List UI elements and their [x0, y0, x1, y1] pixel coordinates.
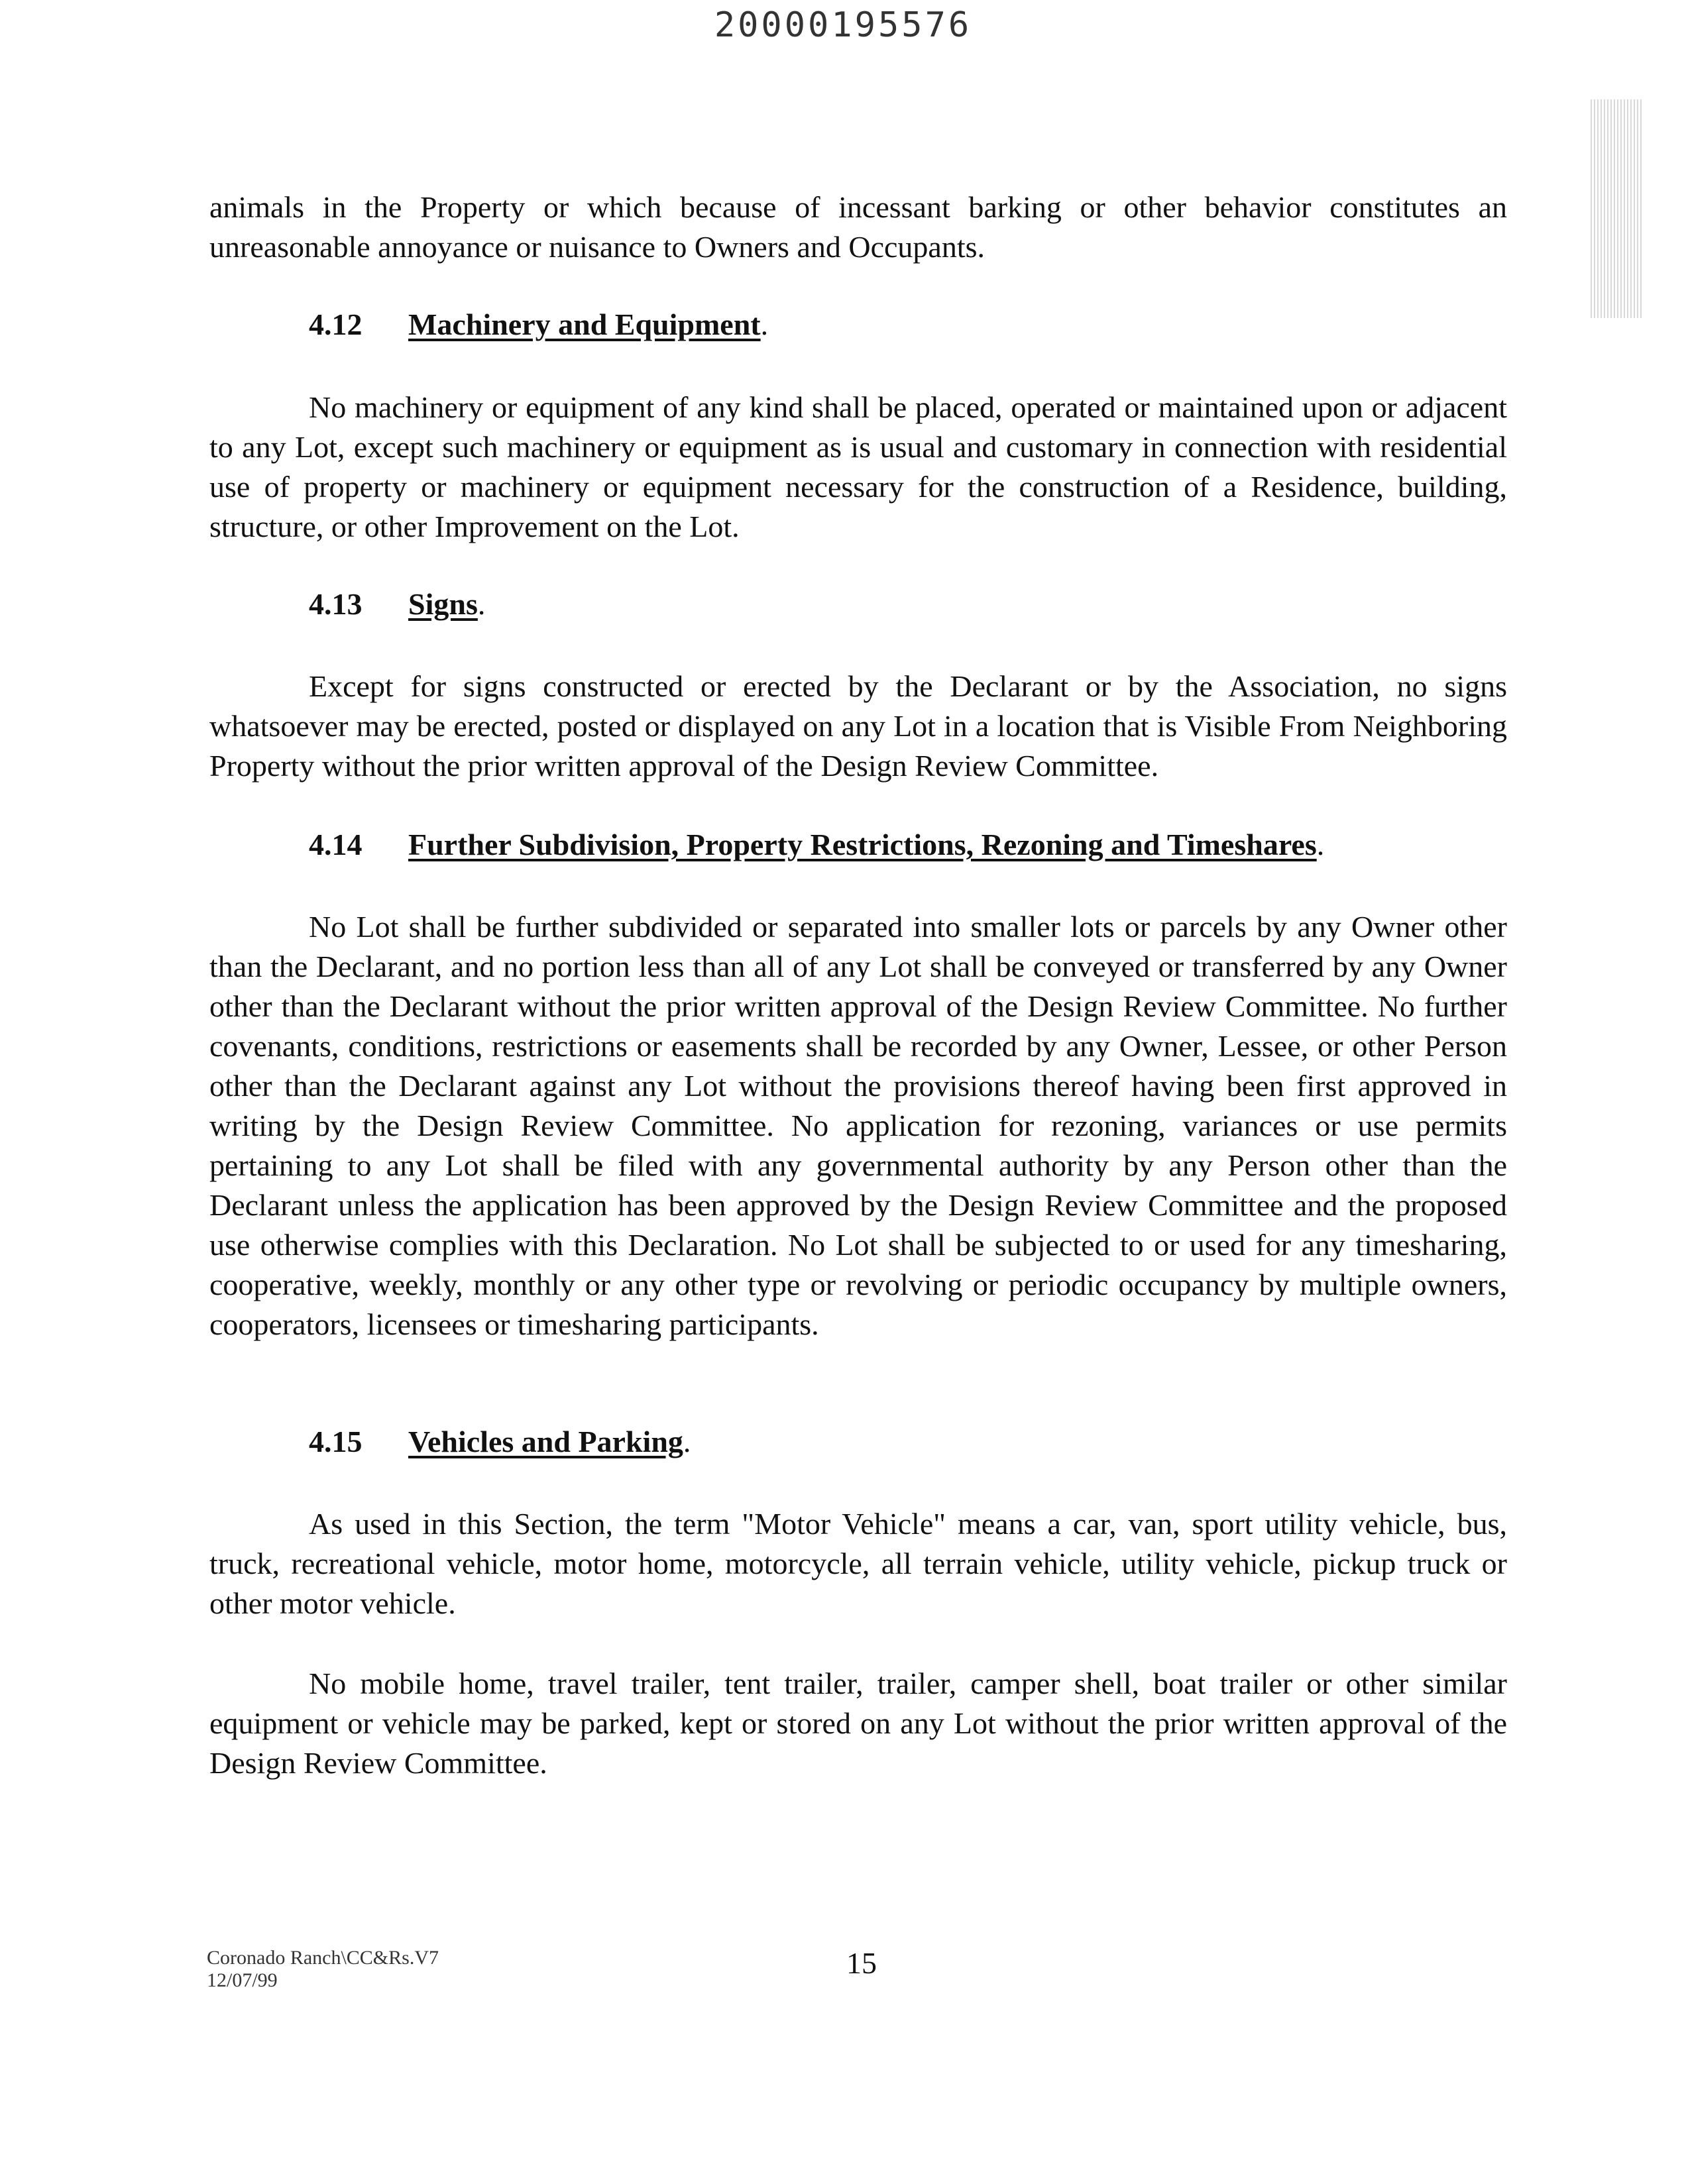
section-4-15-paragraph-2: No mobile home, travel trailer, tent trailer, trailer, camper shell, boat trailer or other similar equipment or vehicle may be parked, kept or stored on any Lot without the prior written approval of the Design Review Committee.	[209, 1666, 1507, 1780]
section-number: 4.14	[309, 828, 363, 861]
intro-paragraph: animals in the Property or which because of incessant barking or other behavior constitutes an unreasonable annoyance or nuisance to Owners and Occupants.	[209, 190, 1507, 264]
section-4-15-paragraph-1: As used in this Section, the term "Motor Vehicle" means a car, van, sport utility vehicle, bus, truck, recreational vehicle, motor home, motorcycle, all terrain vehicle, utility vehicle, pickup truck or other motor vehicle.	[209, 1507, 1507, 1620]
page-number: 15	[846, 1946, 877, 1980]
section-4-14-paragraph: No Lot shall be further subdivided or separated into smaller lots or parcels by any Owner other than the Declarant, and no portion less than all of any Lot shall be conveyed or transferred by any Owner other than the Declarant without the prior written approval of the Design Review Committee. No further covenants, conditions, restrictions or easements shall be recorded by any Owner, Lessee, or other Person other than the Declarant against any Lot without the provisions thereof having been first approved in writing by the Design Review Committee. No application for rezoning, variances or use permits pertaining to any Lot shall be filed with any governmental authority by any Person other than the Declarant unless the application has been approved by the Design Review Committee and the proposed use otherwise complies with this Declaration. No Lot shall be subjected to or used for any timesharing, cooperative, weekly, monthly or any other type or revolving or periodic occupancy by multiple owners, cooperators, licensees or timesharing participants.	[209, 910, 1507, 1341]
section-4-12-paragraph: No machinery or equipment of any kind shall be placed, operated or maintained upon or adjacent to any Lot, except such machinery or equipment as is usual and customary in connection with residential use of property or machinery or equipment necessary for the construction of a Residence, building, structure, or other Improvement on the Lot.	[209, 390, 1507, 543]
section-heading-4-12: 4.12 Machinery and Equipment.	[309, 305, 768, 345]
footer-file-info	[207, 1947, 439, 1992]
footer-date: 12/07/99	[207, 1969, 278, 1991]
section-4-13-paragraph: Except for signs constructed or erected by the Declarant or by the Association, no signs whatsoever may be erected, posted or displayed on any Lot in a location that is Visible From Neighboring Property without the prior written approval of the Design Review Committee.	[209, 669, 1507, 783]
section-title: Vehicles and Parking	[408, 1425, 683, 1458]
section-heading-4-14: 4.14 Further Subdivision, Property Restrictions, Rezoning and Timeshares.	[309, 825, 1324, 865]
document-number: 20000195576	[714, 5, 972, 45]
footer-file-label: Coronado Ranch\CC&Rs.V7	[207, 1947, 439, 1969]
scan-artifact	[1591, 99, 1642, 318]
section-number: 4.15	[309, 1425, 363, 1458]
section-title: Machinery and Equipment	[408, 307, 761, 341]
section-title: Signs	[408, 587, 478, 621]
section-heading-4-15: 4.15 Vehicles and Parking.	[309, 1422, 691, 1462]
section-number: 4.12	[309, 307, 363, 341]
section-heading-4-13: 4.13 Signs.	[309, 584, 485, 624]
section-title: Further Subdivision, Property Restrictions, Rezoning and Timeshares	[408, 828, 1317, 861]
section-number: 4.13	[309, 587, 363, 621]
